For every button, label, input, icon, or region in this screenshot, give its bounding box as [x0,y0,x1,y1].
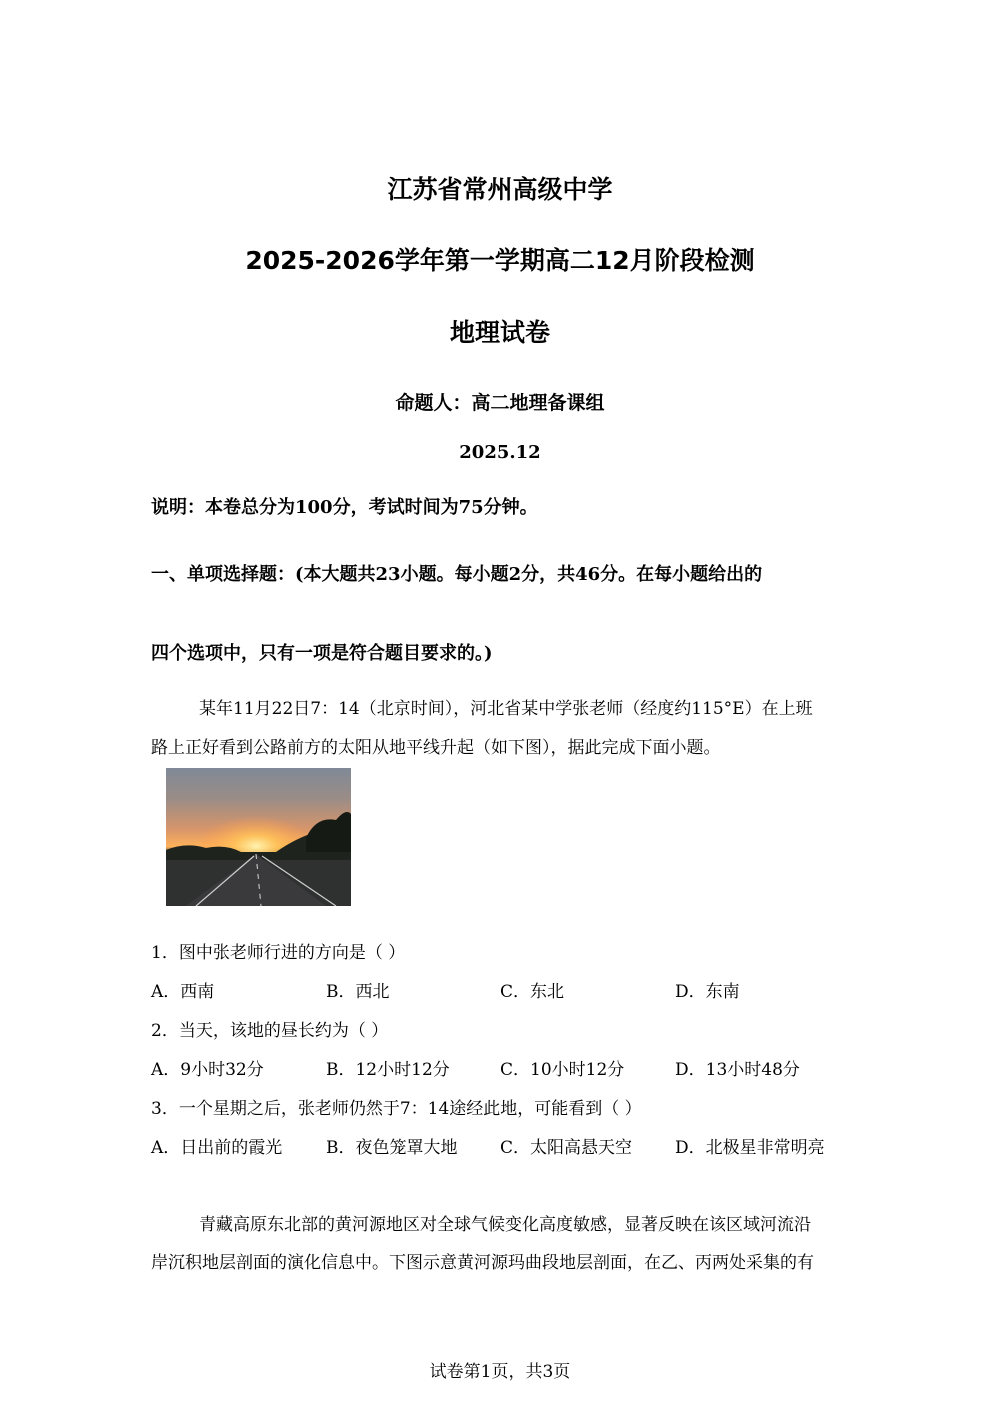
option-c: C．太阳高悬天空 [500,1138,633,1158]
question-stem: 2．当天，该地的昼长约为（ ） [151,1021,389,1041]
option-d: D．北极星非常明亮 [675,1138,825,1158]
question-stem: 3．一个星期之后，张老师仍然于7：14途经此地，可能看到（ ） [151,1099,642,1119]
question-stem: 1．图中张老师行进的方向是（ ） [151,943,406,963]
passage1-line2: 路上正好看到公路前方的太阳从地平线升起（如下图），据此完成下面小题。 [151,738,721,758]
page-title-school: 江苏省常州高级中学 [387,175,613,204]
option-a: A．9小时32分 [151,1060,264,1080]
sunrise-road-photo [166,768,351,906]
option-a: A．日出前的霞光 [151,1138,283,1158]
option-d: D．东南 [675,982,740,1002]
option-b: B．夜色笼罩大地 [326,1138,458,1158]
option-d: D．13小时48分 [675,1060,800,1080]
author-line: 命题人：高二地理备课组 [395,392,605,414]
exam-date: 2025.12 [459,442,541,463]
option-b: B．西北 [326,982,390,1002]
section-heading-line2: 四个选项中，只有一项是符合题目要求的。) [151,643,493,664]
option-a: A．西南 [151,982,215,1002]
page-title-subject: 地理试卷 [449,318,550,347]
option-c: C．东北 [500,982,565,1002]
instructions: 说明：本卷总分为100分，考试时间为75分钟。 [151,497,538,518]
passage1-line1: 某年11月22日7：14（北京时间），河北省某中学张老师（经度约115°E）在上班 [199,699,813,719]
option-c: C．10小时12分 [500,1060,625,1080]
page-title-exam: 2025-2026学年第一学期高二12月阶段检测 [245,246,755,275]
passage2-line2: 岸沉积地层剖面的演化信息中。下图示意黄河源玛曲段地层剖面，在乙、丙两处采集的有 [151,1253,814,1273]
page-footer: 试卷第1页，共3页 [429,1362,571,1382]
option-b: B．12小时12分 [326,1060,450,1080]
section-heading-line1: 一、单项选择题：(本大题共23小题。每小题2分，共46分。在每小题给出的 [151,564,763,585]
passage2-line1: 青藏高原东北部的黄河源地区对全球气候变化高度敏感，显著反映在该区域河流沿 [199,1215,811,1235]
